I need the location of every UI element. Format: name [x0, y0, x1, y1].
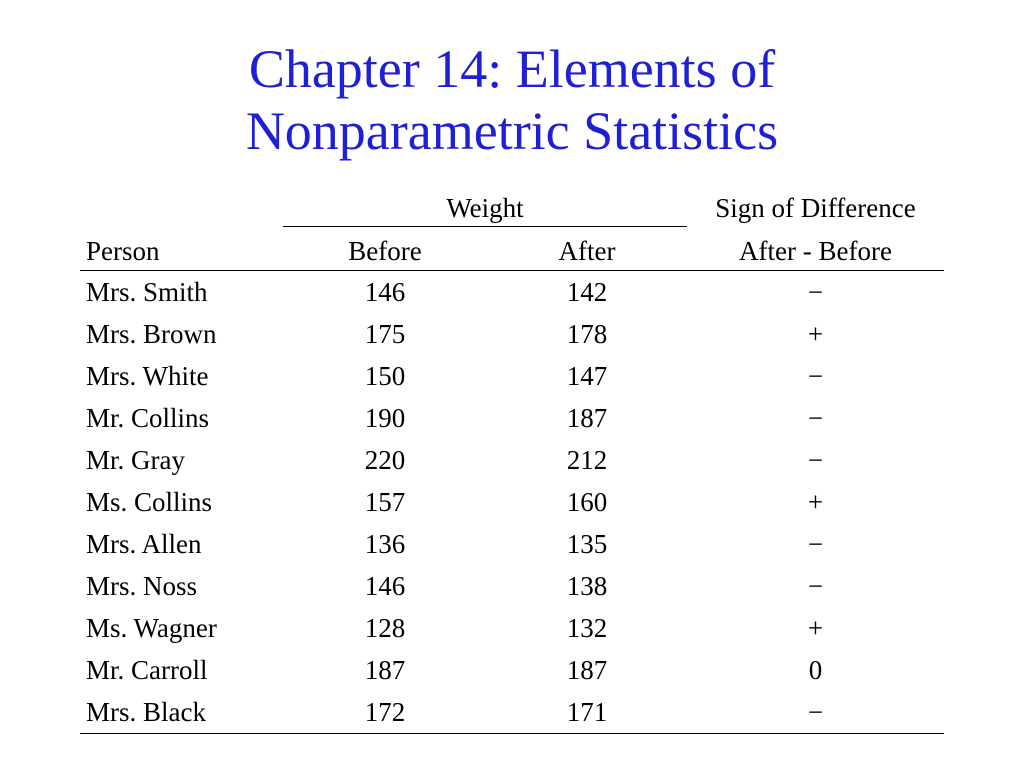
slide-title-line-2: Nonparametric Statistics — [245, 101, 779, 161]
cell-after: 171 — [566, 697, 608, 727]
cell-person: Mrs. Smith — [86, 277, 208, 307]
table-group-header-row — [80, 190, 944, 232]
slide-title-line-1: Chapter 14: Elements of — [248, 39, 776, 99]
cell-sign: − — [807, 529, 824, 559]
cell-after: 138 — [566, 571, 608, 601]
cell-before: 136 — [364, 529, 406, 559]
cell-before: 190 — [364, 403, 406, 433]
table-row — [80, 649, 944, 691]
cell-after: 178 — [566, 319, 608, 349]
weight-table — [80, 190, 944, 734]
column-header-before: Before — [348, 236, 422, 266]
cell-before: 157 — [364, 487, 406, 517]
cell-person: Mrs. White — [86, 361, 209, 391]
cell-person: Ms. Wagner — [86, 613, 217, 643]
slide-title — [0, 38, 1024, 162]
cell-sign: − — [807, 445, 824, 475]
cell-sign: 0 — [808, 655, 823, 685]
table-body — [80, 271, 944, 734]
table-row — [80, 481, 944, 523]
cell-person: Mrs. Noss — [86, 571, 198, 601]
cell-before: 187 — [364, 655, 406, 685]
cell-sign: − — [807, 403, 824, 433]
cell-before: 128 — [364, 613, 406, 643]
cell-after: 147 — [566, 361, 608, 391]
cell-after: 142 — [566, 277, 608, 307]
cell-before: 172 — [364, 697, 406, 727]
column-header-after: After — [558, 236, 616, 266]
cell-person: Ms. Collins — [86, 487, 213, 517]
cell-after: 160 — [566, 487, 608, 517]
table-row — [80, 397, 944, 439]
cell-before: 146 — [364, 571, 406, 601]
cell-sign: − — [807, 361, 824, 391]
table-row — [80, 271, 944, 313]
cell-sign: + — [807, 613, 824, 643]
cell-before: 146 — [364, 277, 406, 307]
table-column-header-row — [80, 232, 944, 271]
cell-person: Mrs. Brown — [86, 319, 217, 349]
cell-before: 175 — [364, 319, 406, 349]
table-row — [80, 355, 944, 397]
column-header-person: Person — [86, 236, 160, 266]
cell-person: Mr. Gray — [86, 445, 185, 475]
cell-after: 187 — [566, 655, 608, 685]
cell-after: 212 — [566, 445, 608, 475]
sign-of-difference-header: Sign of Difference — [715, 193, 916, 223]
weight-group-header: Weight — [283, 190, 687, 227]
table-row — [80, 691, 944, 734]
table-row — [80, 565, 944, 607]
cell-after: 135 — [566, 529, 608, 559]
cell-after: 187 — [566, 403, 608, 433]
cell-after: 132 — [566, 613, 608, 643]
cell-person: Mr. Collins — [86, 403, 210, 433]
table-row — [80, 439, 944, 481]
table-row — [80, 523, 944, 565]
cell-person: Mr. Carroll — [86, 655, 208, 685]
cell-person: Mrs. Black — [86, 697, 206, 727]
cell-sign: + — [807, 319, 824, 349]
cell-sign: + — [807, 487, 824, 517]
cell-person: Mrs. Allen — [86, 529, 202, 559]
cell-sign: − — [807, 697, 824, 727]
cell-before: 220 — [364, 445, 406, 475]
table-row — [80, 313, 944, 355]
column-header-after-minus-before: After - Before — [739, 236, 892, 266]
cell-sign: − — [807, 277, 824, 307]
cell-before: 150 — [364, 361, 406, 391]
cell-sign: − — [807, 571, 824, 601]
table-row — [80, 607, 944, 649]
